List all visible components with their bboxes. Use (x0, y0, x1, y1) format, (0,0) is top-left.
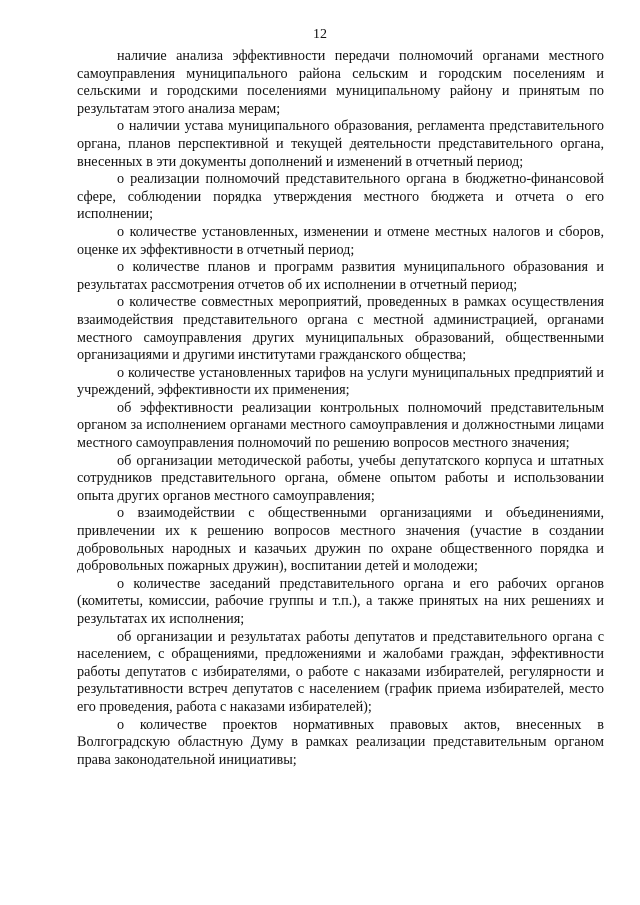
paragraph-public-organizations: о взаимодействии с общественными организациями и объединениями, привлечении их к решению вопросов местного значения (участие в создании добровольных народных и казачьих дружин по охране общественного порядка и добровольных пожарных дружин), воспитании детей и молодежи; (77, 505, 604, 575)
document-body (77, 48, 604, 769)
page-number: 12 (313, 27, 327, 42)
paragraph-budget-powers: о реализации полномочий представительного органа в бюджетно-финансовой сфере, соблюдении порядка утверждения местного бюджета и отчета о его исполнении; (77, 171, 604, 223)
paragraph-local-taxes: о количестве установленных, изменении и отмене местных налогов и сборов, оценке их эффективности в отчетный период; (77, 223, 604, 258)
paragraph-control-powers: об эффективности реализации контрольных полномочий представительным органом за исполнением органами местного самоуправления и должностными лицами местного самоуправления полномочий по решению вопросов местного значения; (77, 399, 604, 452)
paragraph-charter-regulations: о наличии устава муниципального образования, регламента представительного органа, планов перспективной и текущей деятельности представительного органа, внесенных в эти документы дополнений и изменений в отчетный период; (77, 118, 604, 170)
paragraph-development-programs: о количестве планов и программ развития муниципального образования и результатах рассмотрения отчетов об их исполнении в отчетный период; (77, 259, 604, 293)
paragraph-legislative-initiative: о количестве проектов нормативных правовых актов, внесенных в Волгоградскую областную Думу в рамках реализации представительным органом права законодательной инициативы; (77, 716, 604, 768)
paragraph-work-with-population: об организации и результатах работы депутатов и представительного органа с населением, с обращениями, предложениями и жалобами граждан, эффективности работы депутатов с избирателями, о работе с наказами избирателей, регулярности и результативности встреч депутатов с населением (график приема избирателей, место его проведения, работа с наказами избирателей); (77, 628, 604, 715)
paragraph-meetings: о количестве заседаний представительного органа и его рабочих органов (комитеты, комиссии, рабочие группы и т.п.), а также принятых на них решениях и результатах их исполнения; (77, 575, 604, 627)
paragraph-delegation-analysis: наличие анализа эффективности передачи полномочий органами местного самоуправления муниципального района сельским и городским поселениям и сельскими и городскими поселениями муниципальному району и принятым по результатам этого анализа мерам; (77, 48, 604, 117)
paragraph-joint-events: о количестве совместных мероприятий, проведенных в рамках осуществления взаимодействия представительного органа с местной администрацией, органами местного самоуправления других муниципальных образований, общественными организациями и другими институтами гражданского общества; (77, 294, 604, 364)
paragraph-tariffs: о количестве установленных тарифов на услуги муниципальных предприятий и учреждений, эффективности их применения; (77, 364, 604, 399)
paragraph-methodical-work: об организации методической работы, учебы депутатского корпуса и штатных сотрудников представительного органа, обмене опытом работы и использовании опыта других органов местного самоуправления; (77, 452, 604, 504)
